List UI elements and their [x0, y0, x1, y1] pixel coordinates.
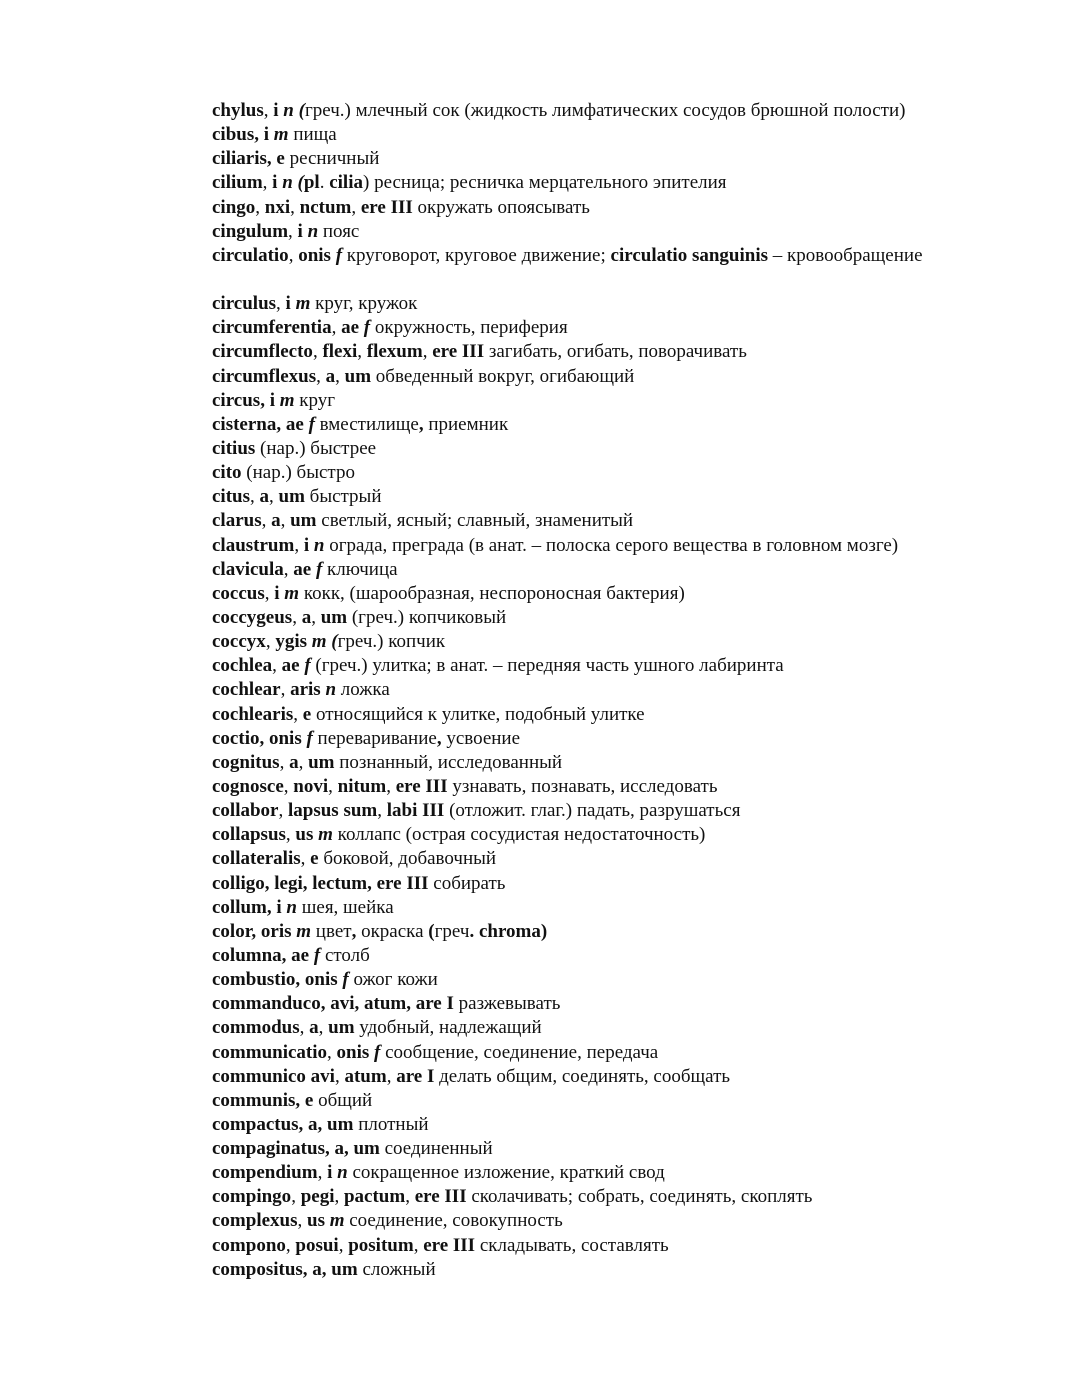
entry-gender-text: f [313, 944, 321, 966]
entry-text: , [288, 220, 298, 242]
entry-text: , [334, 1186, 344, 1208]
entry-term-text: coccygeus [212, 606, 293, 628]
entry-text: коллапс (острая сосудистая недостаточность) [332, 824, 706, 846]
dictionary-entry [150, 630, 998, 654]
entry-text: , [328, 775, 338, 797]
entry-term-text: us [295, 824, 314, 846]
entry-term-text: i [297, 220, 303, 242]
entry-gender-text: n [307, 220, 319, 242]
entry-text: , [261, 510, 272, 532]
entry-text: сокращенное изложение, краткий свод [347, 1162, 665, 1184]
entry-text: , [317, 1162, 328, 1184]
entry-text: пояс [318, 220, 360, 242]
entry-text: плотный [353, 1113, 429, 1135]
entry-text: , [283, 775, 294, 797]
entry-term-text: collum, i [212, 896, 282, 918]
entry-text: , [263, 100, 274, 121]
entry-text: , [285, 824, 296, 846]
entry-term-text: i [273, 100, 279, 121]
entry-term-text: a [325, 365, 336, 387]
dictionary-entry [150, 437, 998, 461]
entry-term-text: ae [341, 317, 360, 339]
entry-text: , [293, 703, 303, 725]
entry-term-text: e [302, 703, 312, 725]
dictionary-entry [150, 365, 998, 389]
entry-term-text: cisterna, ae [212, 413, 304, 435]
entry-term-text: citus [212, 486, 250, 508]
entry-text: собирать [428, 872, 506, 894]
entry-text: , [386, 775, 396, 797]
dictionary-entry [150, 1113, 998, 1137]
entry-term-text: coccus [212, 582, 265, 604]
entry-term-text: cochlearis [212, 703, 294, 725]
entry-gender-text: m [296, 920, 312, 942]
entry-text: , [334, 1065, 345, 1087]
entry-text: , [331, 317, 342, 339]
entry-term-text: colligo, legi, lectum, ere III [212, 872, 429, 894]
entry-text: , [279, 751, 290, 773]
entry-gender-text: m [279, 389, 295, 411]
dictionary-entry [150, 968, 998, 992]
entry-term-text: um [308, 751, 335, 773]
entry-term-text: coctio, onis [212, 727, 302, 749]
entry-text: , [280, 679, 291, 701]
dictionary-entry [150, 872, 998, 896]
entry-term-text: compingo [212, 1186, 292, 1208]
entry-text: ресничный [284, 148, 380, 170]
entry-gender-text: f [308, 413, 315, 435]
entry-text: ограда, преграда (в анат. – полоска серого вещества в головном мозге) [324, 534, 899, 556]
entry-text: , [278, 800, 288, 822]
entry-term-text: a [301, 606, 312, 628]
dictionary-entry-list [150, 99, 998, 1282]
entry-term-text: cochlear [212, 679, 281, 701]
entry-text: окружность, периферия [370, 317, 568, 339]
entry-term-text: , [351, 920, 357, 942]
entry-text: греч.) млечный сок (жидкость лимфатических сосудов брюшной полости) [304, 100, 906, 121]
entry-term-text: commodus [212, 1017, 300, 1039]
entry-gender-text: n [337, 1162, 348, 1184]
entry-text: , [422, 341, 433, 363]
entry-text: узнавать, познавать, исследовать [447, 775, 718, 797]
entry-term-text: cingulum [212, 220, 289, 242]
entry-gender-text: m [318, 824, 333, 846]
dictionary-entry [150, 389, 998, 413]
entry-text: ожог кожи [348, 969, 438, 991]
entry-text: относящийся к улитке, подобный улитке [311, 703, 645, 725]
entry-term-text: collateralis [212, 848, 301, 870]
entry-text: , [335, 365, 345, 387]
dictionary-entry [150, 99, 998, 123]
entry-text: сложный [357, 1258, 436, 1280]
entry-text: общий [313, 1089, 373, 1111]
entry-term-text: um [278, 486, 305, 508]
entry-term-text: flexum [366, 341, 423, 363]
dictionary-entry [150, 461, 998, 485]
entry-text: ключица [322, 558, 398, 580]
entry-text: , [338, 1234, 349, 1256]
entry-term-text: e [310, 848, 319, 870]
entry-text: (нар.) быстрее [255, 437, 377, 459]
entry-gender-text: n [313, 534, 325, 556]
entry-text: , [272, 655, 282, 677]
entry-term-text: a [289, 751, 299, 773]
entry-text: сколачивать; собрать, соединять, скоплять [466, 1186, 813, 1208]
entry-text: удобный, надлежащий [354, 1017, 542, 1039]
entry-text: обведенный вокруг, огибающий [371, 365, 635, 387]
entry-text: , [377, 800, 387, 822]
entry-term-text: , [418, 413, 424, 435]
entry-term-text: um [290, 510, 317, 532]
dictionary-entry [150, 1089, 998, 1113]
entry-gender-text: m [311, 631, 327, 653]
entry-text: , [298, 751, 309, 773]
entry-term-text: cognitus [212, 751, 280, 773]
entry-text: познанный, исследованный [334, 751, 563, 773]
entry-term-text: complexus [212, 1210, 298, 1232]
entry-text: (греч.) копчиковый [347, 606, 507, 628]
dictionary-entry [150, 340, 998, 364]
entry-term-text: compaginatus, a, um [212, 1138, 380, 1160]
entry-term-text: nxi [264, 196, 291, 218]
dictionary-entry [150, 171, 998, 195]
entry-gender-text: f [374, 1041, 381, 1063]
entry-text: , [290, 196, 300, 218]
entry-term-text: coccyx [212, 631, 266, 653]
entry-term-text: labi III [386, 800, 445, 822]
entry-text: соединение, совокупность [344, 1210, 563, 1232]
entry-text: , [262, 172, 273, 194]
entry-term-text: circulatio sanguinis [610, 244, 768, 266]
dictionary-entry [150, 920, 998, 944]
entry-text: усвоение [441, 727, 521, 749]
entry-term-text: citius [212, 437, 256, 459]
entry-text: ) ресница; ресничка мерцательного эпителия [363, 172, 727, 194]
dictionary-entry [150, 896, 998, 920]
dictionary-entry [150, 751, 998, 775]
entry-gender-text: m [273, 124, 289, 146]
entry-term-text: atum [344, 1065, 387, 1087]
dictionary-entry [150, 196, 998, 220]
entry-term-text: chylus [212, 100, 264, 121]
entry-term-text: compositus, a, um [212, 1258, 358, 1280]
entry-term-text: um [320, 606, 348, 628]
entry-term-text: columna, ae [212, 944, 310, 966]
entry-term-text: pactum [343, 1186, 406, 1208]
entry-term-text: onis [298, 244, 331, 266]
entry-term-text: a [271, 510, 281, 532]
dictionary-entry [150, 147, 998, 171]
entry-term-text: cito [212, 462, 242, 484]
entry-gender-text: f [342, 969, 349, 991]
entry-term-text: circus, i [212, 389, 275, 411]
entry-text: складывать, составлять [475, 1234, 669, 1256]
entry-text: круг, кружок [310, 293, 418, 315]
entry-text: (нар.) быстро [241, 462, 355, 484]
entry-term-text: circumferentia [212, 317, 332, 339]
entry-text: греч.) копчик [337, 631, 446, 653]
entry-term-text: compendium [212, 1162, 318, 1184]
dictionary-entry [150, 413, 998, 437]
entry-text: , [255, 196, 265, 218]
entry-term-text: compono [212, 1234, 286, 1256]
dictionary-entry [150, 1209, 998, 1233]
entry-gender-text: f [306, 727, 313, 749]
dictionary-entry [150, 1185, 998, 1209]
entry-text: приемник [423, 413, 509, 435]
entry-term-text: i [272, 172, 278, 194]
entry-term-text: i [274, 582, 280, 604]
entry-text: окружать опоясывать [412, 196, 590, 218]
entry-text: пища [288, 124, 337, 146]
dictionary-entry [150, 678, 998, 702]
entry-text: , [312, 341, 323, 363]
entry-term-text: a [259, 486, 269, 508]
entry-gender-text: n [282, 172, 293, 194]
dictionary-entry [150, 485, 998, 509]
entry-term-text: collapsus [212, 824, 286, 846]
entry-term-text: um [328, 1017, 355, 1039]
entry-text: . [319, 172, 330, 194]
dictionary-entry [150, 944, 998, 968]
entry-text: (отложит. глаг.) падать, разрушаться [444, 800, 741, 822]
dictionary-entry [150, 123, 998, 147]
entry-text: загибать, огибать, поворачивать [484, 341, 747, 363]
entry-text: вместилище [314, 413, 419, 435]
dictionary-entry [150, 654, 998, 678]
entry-text: , [265, 631, 276, 653]
entry-term-text: cingo [212, 196, 256, 218]
entry-text: , [285, 1234, 296, 1256]
dictionary-entry [150, 606, 998, 630]
entry-text: – кровообращение [768, 244, 923, 266]
entry-term-text: cognosce [212, 775, 284, 797]
entry-text: ложка [336, 679, 390, 701]
dictionary-entry [150, 316, 998, 340]
entry-text: , [276, 293, 286, 315]
dictionary-entry [150, 703, 998, 727]
entry-term-text: cilium [212, 172, 263, 194]
entry-term-text: i [303, 534, 310, 556]
entry-text: , [292, 606, 302, 628]
entry-term-text: ae [281, 655, 300, 677]
entry-term-text: ere III [414, 1186, 467, 1208]
dictionary-entry [150, 1234, 998, 1258]
entry-text: , [264, 582, 275, 604]
dictionary-entry [150, 220, 998, 244]
entry-text: боковой, добавочный [318, 848, 497, 870]
entry-text: , [413, 1234, 424, 1256]
dictionary-entry [150, 1041, 998, 1065]
entry-term-text: claustrum [212, 534, 295, 556]
entry-term-text: aris [290, 679, 321, 701]
entry-term-text: collabor [212, 800, 279, 822]
entry-text: , [405, 1186, 415, 1208]
entry-text: , [280, 510, 291, 532]
dictionary-entry [150, 1137, 998, 1161]
entry-gender-text: m [284, 582, 300, 604]
entry-term-text: ere III [432, 341, 485, 363]
entry-term-text: pl [303, 172, 320, 194]
entry-text: , [311, 606, 321, 628]
entry-gender-text: m [329, 1210, 345, 1232]
dictionary-entry [150, 1258, 998, 1282]
entry-term-text: communis, e [212, 1089, 314, 1111]
entry-text: , [318, 1017, 329, 1039]
entry-term-text: compactus, a, um [212, 1113, 354, 1135]
dictionary-entry [150, 509, 998, 533]
entry-text: , [300, 848, 311, 870]
entry-text: , [288, 244, 299, 266]
entry-term-text: nctum [299, 196, 352, 218]
entry-text: круговорот, круговое движение; [342, 244, 611, 266]
entry-term-text: ere III [423, 1234, 476, 1256]
entry-text: переваривание [312, 727, 437, 749]
entry-term-text: clarus [212, 510, 262, 532]
entry-term-text: ere III [360, 196, 413, 218]
dictionary-entry [150, 775, 998, 799]
entry-text: столб [320, 944, 370, 966]
entry-text: , [327, 1041, 337, 1063]
entry-term-text: pegi [300, 1186, 335, 1208]
entry-text: шея, шейка [297, 896, 394, 918]
entry-text: , [294, 534, 304, 556]
entry-gender-text: ( [298, 100, 305, 121]
entry-term-text: onis [336, 1041, 370, 1063]
dictionary-entry [150, 847, 998, 871]
entry-term-text: commanduco, avi, atum, are I [212, 993, 454, 1015]
entry-term-text: us [307, 1210, 325, 1232]
entry-text: , [299, 1017, 310, 1039]
entry-term-text: ygis [275, 631, 307, 653]
dictionary-entry [150, 992, 998, 1016]
entry-text: кокк, (шарообразная, неспороносная бактерия) [299, 582, 685, 604]
entry-term-text: i [327, 1162, 333, 1184]
entry-text: , [357, 341, 367, 363]
entry-gender-text: n [325, 679, 337, 701]
entry-text: , [269, 486, 279, 508]
entry-text: , [250, 486, 260, 508]
entry-term-text: i [285, 293, 291, 315]
entry-text: окраска [356, 920, 429, 942]
entry-text: соединенный [379, 1138, 493, 1160]
entry-term-text: communicatio [212, 1041, 328, 1063]
entry-term-text: . chroma) [469, 920, 548, 942]
dictionary-entry [150, 292, 998, 316]
entry-term-text: nitum [337, 775, 387, 797]
entry-term-text: cochlea [212, 655, 273, 677]
entry-gender-text: f [315, 558, 323, 580]
dictionary-entry [150, 244, 998, 292]
entry-term-text: a [309, 1017, 319, 1039]
entry-term-text: ciliaris, e [212, 148, 285, 170]
entry-gender-text: f [363, 317, 371, 339]
entry-text: быстрый [304, 486, 382, 508]
dictionary-entry [150, 558, 998, 582]
entry-gender-text: ( [297, 172, 304, 194]
entry-term-text: ere III [395, 775, 448, 797]
dictionary-entry [150, 799, 998, 823]
entry-term-text: cilia [329, 172, 363, 194]
entry-gender-text: f [335, 244, 343, 266]
entry-term-text: color, oris [212, 920, 292, 942]
entry-term-text: flexi [322, 341, 358, 363]
entry-term-text: communico avi [212, 1065, 335, 1087]
entry-term-text: ae [293, 558, 312, 580]
entry-term-text: cibus, i [212, 124, 270, 146]
entry-term-text: circumflecto [212, 341, 313, 363]
dictionary-entry [150, 582, 998, 606]
entry-text: , [316, 365, 326, 387]
entry-text: круг [294, 389, 336, 411]
entry-gender-text: n [286, 896, 297, 918]
entry-text: , [351, 196, 361, 218]
dictionary-entry [150, 727, 998, 751]
dictionary-entry [150, 1065, 998, 1089]
entry-term-text: positum [348, 1234, 414, 1256]
entry-term-text: clavicula [212, 558, 284, 580]
entry-term-text: circulus [212, 293, 277, 315]
dictionary-entry [150, 823, 998, 847]
entry-text: разжевывать [453, 993, 561, 1015]
entry-text: греч [434, 920, 470, 942]
entry-term-text: ( [428, 920, 435, 942]
dictionary-entry [150, 1016, 998, 1040]
entry-gender-text: m [295, 293, 311, 315]
entry-text: , [283, 558, 294, 580]
dictionary-entry [150, 534, 998, 558]
entry-term-text: novi [293, 775, 329, 797]
entry-text: (греч.) улитка; в анат. – передняя часть ушного лабиринта [310, 655, 784, 677]
entry-text: цвет [311, 920, 352, 942]
entry-gender-text: n [283, 100, 294, 121]
entry-gender-text: ( [331, 631, 338, 653]
entry-term-text: circulatio [212, 244, 289, 266]
entry-text: , [297, 1210, 307, 1232]
entry-term-text: are I [396, 1065, 435, 1087]
entry-term-text: posui [295, 1234, 339, 1256]
dictionary-entry [150, 1161, 998, 1185]
entry-text: , [291, 1186, 301, 1208]
entry-term-text: , [436, 727, 442, 749]
entry-text: сообщение, соединение, передача [380, 1041, 659, 1063]
entry-text: светлый, ясный; славный, знаменитый [316, 510, 634, 532]
entry-term-text: combustio, onis [212, 969, 338, 991]
entry-term-text: lapsus sum [288, 800, 378, 822]
entry-term-text: um [344, 365, 372, 387]
entry-gender-text: f [304, 655, 311, 677]
entry-text: делать общим, соединять, сообщать [434, 1065, 731, 1087]
entry-term-text: circumflexus [212, 365, 317, 387]
entry-text: , [386, 1065, 397, 1087]
